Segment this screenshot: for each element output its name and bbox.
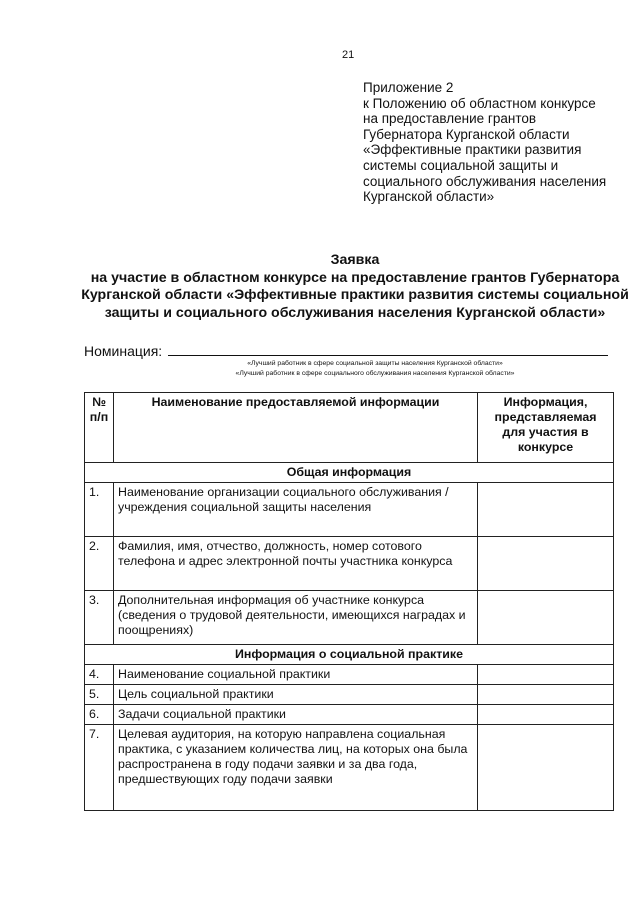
appendix-line: к Положению об областном конкурсе — [363, 95, 596, 111]
row-text: Наименование социальной практики — [114, 665, 478, 685]
title-subtitle: на участие в областном конкурсе на предоставление грантов Губернатора Курганской области «Эффективные практики развития системы социальной защиты и социального обслуживания населения Курганской области» — [81, 269, 629, 321]
row-value-cell[interactable] — [478, 591, 614, 645]
nomination-option: «Лучший работник в сфере социального обслуживания населения Курганской области» — [235, 370, 515, 377]
row-num: 7. — [85, 725, 114, 811]
row-text: Наименование организации социального обслуживания / учреждения социальной защиты населения — [114, 483, 478, 537]
row-value-cell[interactable] — [478, 725, 614, 811]
document-title — [70, 252, 640, 322]
row-num: 2. — [85, 537, 114, 591]
appendix-line: Курганской области» — [363, 189, 495, 205]
row-text: Цель социальной практики — [114, 685, 478, 705]
row-num: 1. — [85, 483, 114, 537]
section-general: Общая информация — [85, 463, 614, 483]
appendix-line: «Эффективные практики развития — [363, 142, 582, 158]
row-value-cell[interactable] — [478, 685, 614, 705]
table-row — [85, 705, 614, 725]
header-num: № п/п — [85, 393, 114, 463]
table-row — [85, 483, 614, 537]
table-row — [85, 685, 614, 705]
table-row — [85, 591, 614, 645]
header-info: Информация, представляемая для участия в конкурсе — [478, 393, 614, 463]
appendix-line: системы социальной защиты и — [363, 157, 559, 173]
appendix-line: на предоставление грантов — [363, 111, 537, 127]
title-heading: Заявка — [330, 252, 380, 268]
row-value-cell[interactable] — [478, 537, 614, 591]
table-row — [85, 537, 614, 591]
row-num: 3. — [85, 591, 114, 645]
table-header-row — [85, 393, 614, 463]
section-row — [85, 645, 614, 665]
row-text: Целевая аудитория, на которую направлена социальная практика, с указанием количества лиц, на которых она была распространена в году подачи заявки и за два года, предшествующих году подачи заявки — [114, 725, 478, 811]
nomination-field-line[interactable] — [168, 355, 608, 356]
row-text: Фамилия, имя, отчество, должность, номер сотового телефона и адрес электронной почты участника конкурса — [114, 537, 478, 591]
appendix-line: Приложение 2 — [363, 80, 454, 95]
section-practice: Информация о социальной практике — [85, 645, 614, 665]
row-num: 6. — [85, 705, 114, 725]
row-text: Дополнительная информация об участнике конкурса (сведения о трудовой деятельности, имеющихся наградах и поощрениях) — [114, 591, 478, 645]
appendix-note — [363, 80, 633, 205]
section-row — [85, 463, 614, 483]
nomination-options — [150, 359, 600, 379]
row-value-cell[interactable] — [478, 665, 614, 685]
table-row — [85, 725, 614, 811]
row-num: 4. — [85, 665, 114, 685]
row-num: 5. — [85, 685, 114, 705]
nomination-label: Номинация: — [84, 343, 163, 359]
header-name: Наименование предоставляемой информации — [114, 393, 478, 463]
appendix-line: Губернатора Курганской области — [363, 126, 570, 142]
table-row — [85, 665, 614, 685]
row-value-cell[interactable] — [478, 705, 614, 725]
page-number: 21 — [342, 49, 355, 61]
application-table — [84, 392, 614, 811]
row-text: Задачи социальной практики — [114, 705, 478, 725]
row-value-cell[interactable] — [478, 483, 614, 537]
appendix-line: социального обслуживания населения — [363, 173, 607, 189]
nomination-option: «Лучший работник в сфере социальной защиты населения Курганской области» — [247, 360, 503, 367]
